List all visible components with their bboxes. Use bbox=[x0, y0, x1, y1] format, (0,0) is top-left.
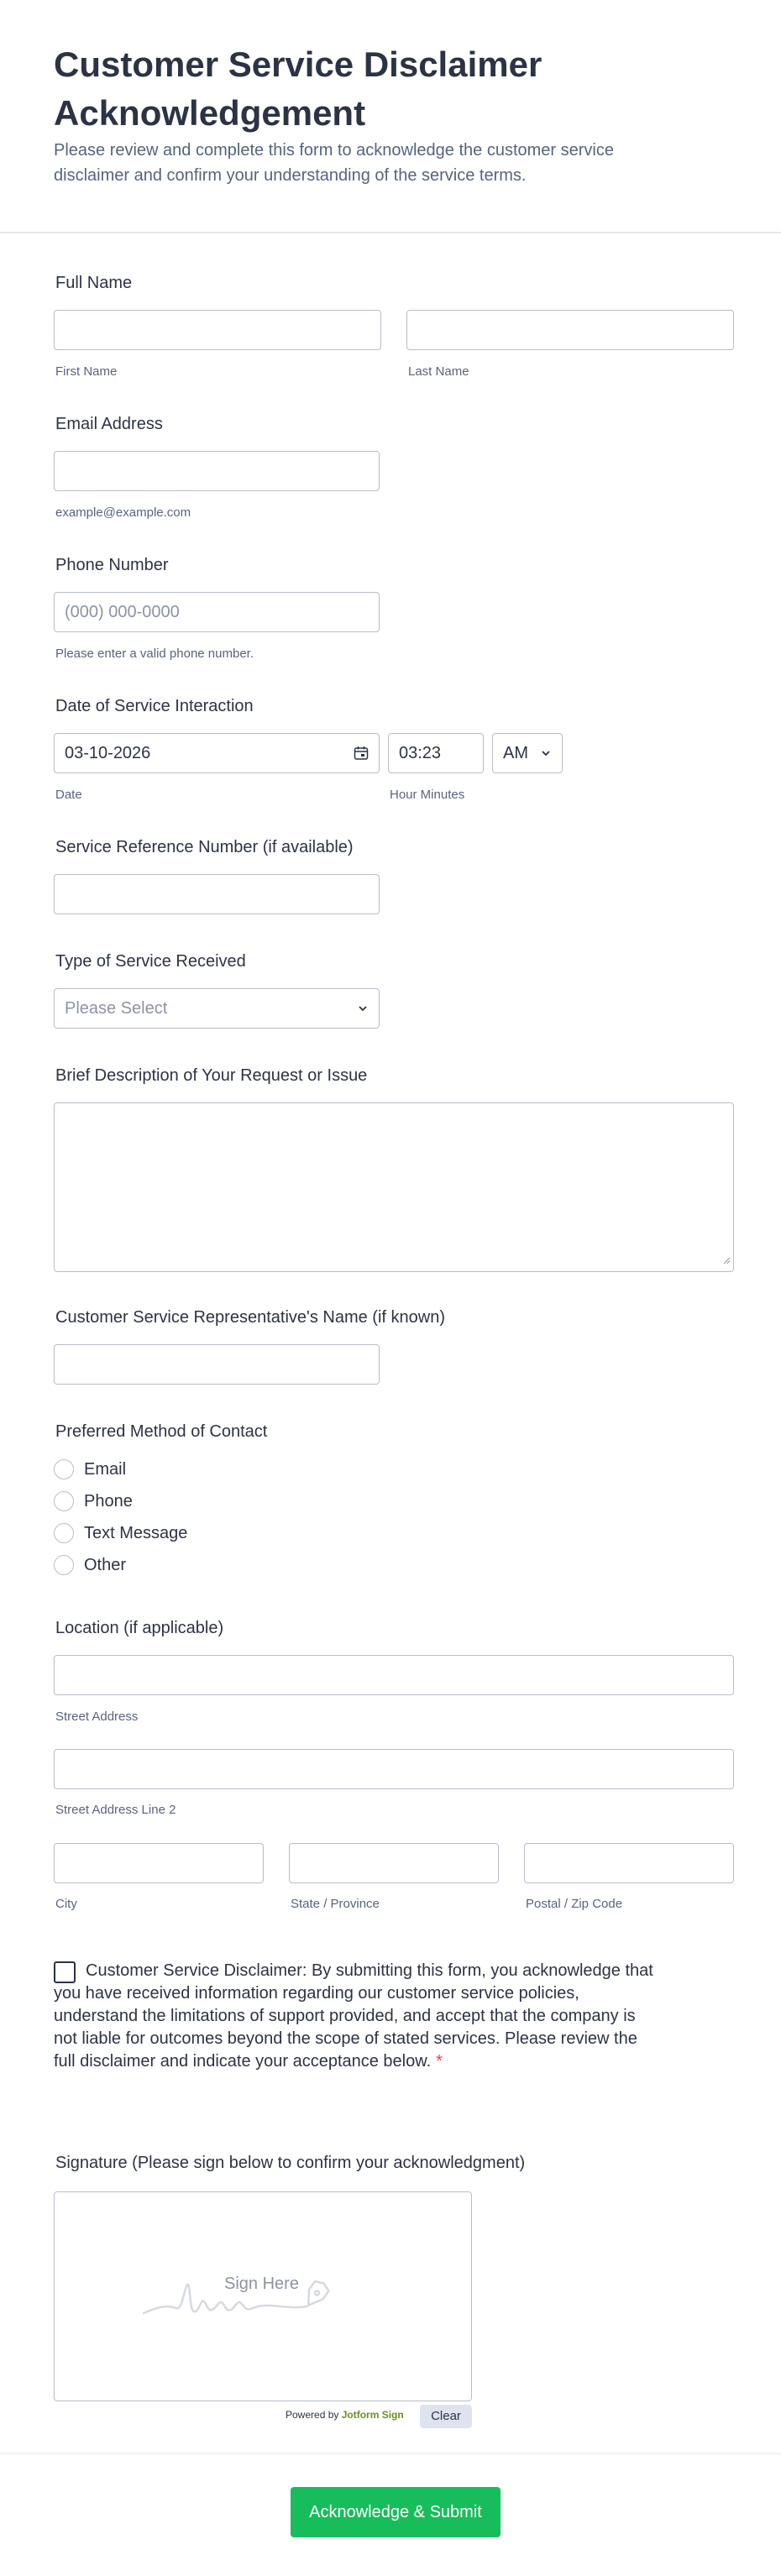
resize-handle-icon[interactable] bbox=[722, 1254, 731, 1269]
state-input[interactable] bbox=[289, 1843, 499, 1883]
full-name-label: Full Name bbox=[55, 274, 133, 292]
email-label: Email Address bbox=[55, 415, 163, 433]
location-label: Location (if applicable) bbox=[55, 1619, 224, 1637]
radio-label: Other bbox=[84, 1556, 127, 1574]
state-sublabel: State / Province bbox=[291, 1897, 380, 1911]
radio-label: Phone bbox=[84, 1492, 133, 1511]
signature-pad[interactable] bbox=[54, 2191, 472, 2401]
phone-sublabel: Please enter a valid phone number. bbox=[55, 647, 254, 661]
email-sublabel: example@example.com bbox=[55, 505, 191, 520]
signature-scribble-icon bbox=[142, 2273, 343, 2327]
radio-button[interactable] bbox=[54, 1555, 74, 1575]
contact-label: Preferred Method of Contact bbox=[55, 1422, 268, 1441]
street-address-line2-sublabel: Street Address Line 2 bbox=[55, 1803, 176, 1817]
description-textarea[interactable] bbox=[54, 1102, 734, 1272]
reference-input[interactable] bbox=[54, 874, 380, 914]
date-value: 03-10-2026 bbox=[65, 744, 151, 762]
powered-prefix: Powered by bbox=[286, 2409, 339, 2421]
radio-label: Email bbox=[84, 1460, 127, 1479]
ampm-select[interactable] bbox=[492, 733, 563, 773]
last-name-sublabel: Last Name bbox=[408, 364, 469, 379]
city-input[interactable] bbox=[54, 1843, 264, 1883]
service-type-select[interactable] bbox=[54, 988, 380, 1029]
last-name-input[interactable] bbox=[406, 310, 734, 350]
date-sublabel: Date bbox=[55, 788, 82, 802]
rep-name-label: Customer Service Representative's Name (if known) bbox=[55, 1308, 445, 1327]
date-input[interactable] bbox=[54, 733, 380, 773]
time-input[interactable] bbox=[388, 733, 484, 773]
rep-name-input[interactable] bbox=[54, 1344, 380, 1385]
required-mark: * bbox=[436, 2052, 443, 2071]
service-type-label: Type of Service Received bbox=[55, 952, 246, 971]
submit-button[interactable]: Acknowledge & Submit bbox=[291, 2487, 501, 2537]
street-address-line2-input[interactable] bbox=[54, 1749, 734, 1789]
disclaimer-text bbox=[54, 1960, 658, 2073]
phone-input[interactable] bbox=[54, 592, 380, 632]
time-value: 03:23 bbox=[399, 744, 442, 762]
radio-button[interactable] bbox=[54, 1491, 74, 1511]
city-sublabel: City bbox=[55, 1897, 77, 1911]
disclaimer-body: Customer Service Disclaimer: By submitting this form, you acknowledge that you have received information regarding our customer service policies, understand the limitations of support provided, and accept that the company is not liable for outcomes beyond the scope of stated services. Please review the full disclaimer and indicate your acceptance below. bbox=[54, 1961, 653, 2071]
zip-sublabel: Postal / Zip Code bbox=[526, 1897, 623, 1911]
page-subtitle: Please review and complete this form to acknowledge the customer service disclaimer and confirm your understanding of the service terms. bbox=[54, 141, 614, 185]
service-type-placeholder: Please Select bbox=[65, 999, 168, 1018]
phone-placeholder: (000) 000-0000 bbox=[65, 603, 180, 621]
radio-button[interactable] bbox=[54, 1459, 74, 1479]
time-sublabel: Hour Minutes bbox=[390, 788, 465, 802]
clear-signature-button[interactable]: Clear bbox=[420, 2405, 472, 2428]
ampm-value: AM bbox=[503, 744, 528, 762]
street-address-input[interactable] bbox=[54, 1655, 734, 1695]
description-label: Brief Description of Your Request or Issue bbox=[55, 1066, 368, 1085]
email-input[interactable] bbox=[54, 451, 380, 491]
signature-placeholder: Sign Here bbox=[224, 2275, 299, 2293]
powered-by-text bbox=[286, 2409, 404, 2421]
signature-label: Signature (Please sign below to confirm your acknowledgment) bbox=[55, 2154, 526, 2172]
street-address-sublabel: Street Address bbox=[55, 1709, 139, 1724]
form-header bbox=[0, 0, 781, 233]
zip-input[interactable] bbox=[524, 1843, 734, 1883]
radio-button[interactable] bbox=[54, 1523, 74, 1543]
first-name-sublabel: First Name bbox=[55, 364, 118, 379]
chevron-down-icon bbox=[357, 1003, 369, 1018]
reference-label: Service Reference Number (if available) bbox=[55, 838, 354, 856]
calendar-icon[interactable] bbox=[354, 746, 369, 761]
radio-label: Text Message bbox=[84, 1524, 188, 1542]
chevron-down-icon bbox=[540, 747, 552, 763]
phone-label: Phone Number bbox=[55, 556, 169, 574]
first-name-input[interactable] bbox=[54, 310, 381, 350]
page-title: Customer Service Disclaimer Acknowledgement bbox=[54, 45, 543, 133]
jotform-sign-link[interactable]: Jotform Sign bbox=[341, 2409, 404, 2421]
date-label: Date of Service Interaction bbox=[55, 697, 254, 715]
